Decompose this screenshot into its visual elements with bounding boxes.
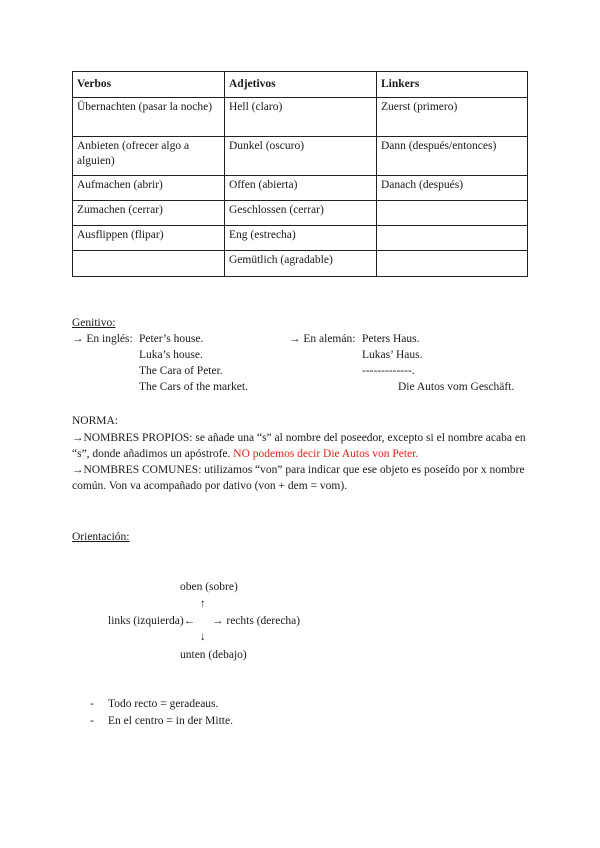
list-item: Todo recto = geradeaus. — [108, 698, 219, 710]
table-cell: Ausflippen (flipar) — [73, 226, 225, 251]
list-item: En el centro = in der Mitte. — [108, 715, 233, 727]
german-example: Peters Haus. — [362, 333, 420, 345]
table-cell: Aufmachen (abrir) — [73, 176, 225, 201]
vocabulary-table — [72, 71, 528, 277]
orientacion-title: Orientación: — [72, 531, 130, 543]
english-example: Peter’s house. — [139, 333, 204, 345]
german-label: → En alemán: — [289, 333, 356, 345]
rechts-label: → rechts (derecha) — [212, 615, 301, 627]
english-example: The Cara of Peter. — [139, 365, 223, 377]
table-cell: Eng (estrecha) — [225, 226, 377, 251]
norma-propios-warning: NO podemos decir Die Autos von Peter. — [233, 448, 419, 460]
genitivo-title: Genitivo: — [72, 317, 116, 329]
table-row — [73, 201, 528, 226]
german-example: Lukas’ Haus. — [362, 349, 423, 361]
up-arrow-icon: ↑ — [200, 598, 206, 610]
header-adjetivos: Adjetivos — [225, 72, 377, 98]
table-cell: Zumachen (cerrar) — [73, 201, 225, 226]
table-cell: Gemütlich (agradable) — [225, 251, 377, 277]
table-row — [73, 176, 528, 201]
list-bullet: - — [90, 715, 94, 727]
german-example: -------------. — [362, 365, 415, 377]
links-label: links (izquierda)← — [108, 615, 196, 627]
table-cell — [377, 251, 528, 277]
list-bullet: - — [90, 698, 94, 710]
table-cell: Zuerst (primero) — [377, 98, 528, 137]
norma-propios — [72, 430, 532, 462]
table-cell — [73, 251, 225, 277]
table-row — [73, 251, 528, 277]
english-example: The Cars of the market. — [139, 381, 248, 393]
english-label: → En inglés: — [72, 333, 133, 345]
oben-label: oben (sobre) — [180, 581, 238, 593]
table-row — [73, 226, 528, 251]
norma-propios-text: →NOMBRES PROPIOS: se añade una “s” al nombre del poseedor, excepto si el nombre acaba en “s”, donde añadimos un apóstrofe. — [72, 432, 526, 460]
table-cell: Geschlossen (cerrar) — [225, 201, 377, 226]
table-row — [73, 98, 528, 137]
table-cell — [377, 201, 528, 226]
table-cell: Dann (después/entonces) — [377, 137, 528, 176]
down-arrow-icon: ↓ — [200, 631, 206, 643]
table-cell — [377, 226, 528, 251]
table-cell: Dunkel (oscuro) — [225, 137, 377, 176]
table-cell: Hell (claro) — [225, 98, 377, 137]
table-cell: Danach (después) — [377, 176, 528, 201]
table-cell: Übernachten (pasar la noche) — [73, 98, 225, 137]
german-example: Die Autos vom Geschäft. — [398, 381, 515, 393]
table-header-row — [73, 72, 528, 98]
table-cell: Anbieten (ofrecer algo a alguien) — [73, 137, 225, 176]
english-example: Luka’s house. — [139, 349, 203, 361]
norma-comunes: →NOMBRES COMUNES: utilizamos “von” para indicar que ese objeto es poseído por x nombre común. Von va acompañado por dativo (von + dem = vom). — [72, 464, 525, 492]
table-cell: Offen (abierta) — [225, 176, 377, 201]
header-verbos: Verbos — [73, 72, 225, 98]
header-linkers: Linkers — [377, 72, 528, 98]
table-row — [73, 137, 528, 176]
norma-title: NORMA: — [72, 415, 119, 427]
unten-label: unten (debajo) — [180, 649, 247, 661]
